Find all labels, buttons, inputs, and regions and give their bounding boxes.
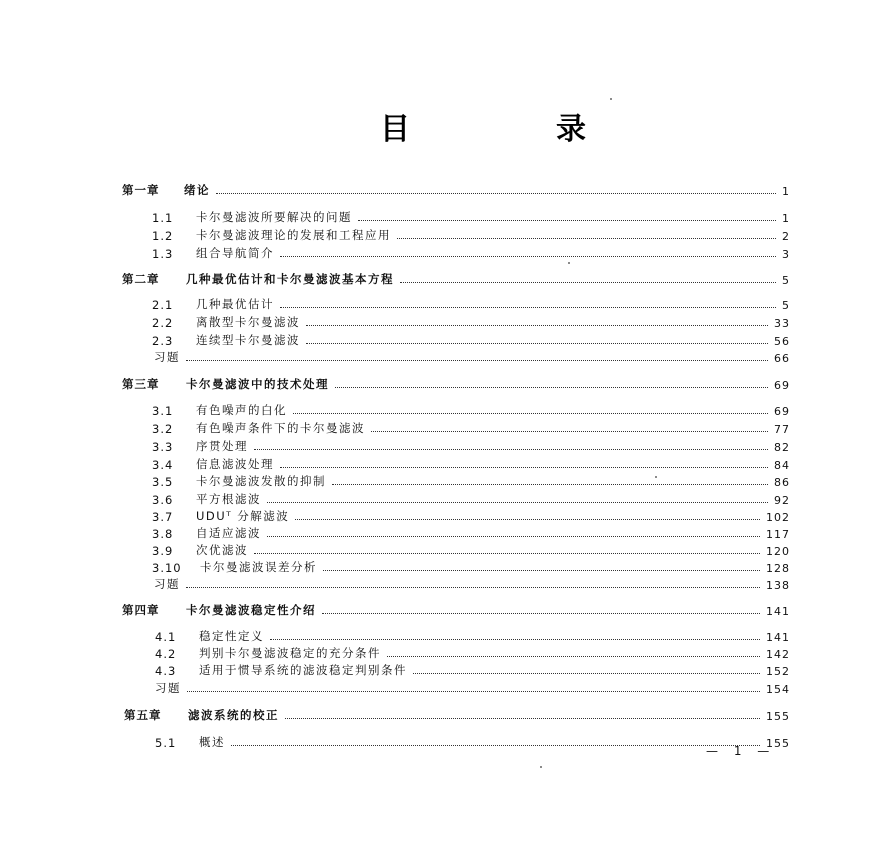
dot-leader xyxy=(322,613,760,614)
toc-page-number: 5 xyxy=(782,299,790,312)
dot-leader xyxy=(216,193,776,194)
toc-page-number: 128 xyxy=(766,562,790,575)
toc-entry-title: 几种最优估计 xyxy=(196,297,274,311)
toc-section-row xyxy=(155,643,790,661)
toc-entry-title: 有色噪声的白化 xyxy=(196,403,287,417)
toc-entry-number: 2.2 xyxy=(152,316,174,330)
toc-entry-number: 3.6 xyxy=(152,493,174,507)
toc-section-row xyxy=(155,660,790,678)
scan-speck xyxy=(540,766,542,768)
dot-leader xyxy=(280,256,776,257)
toc-section-row xyxy=(152,506,790,524)
toc-entry-title: 卡尔曼滤波误差分析 xyxy=(200,560,317,574)
toc-page-number: 142 xyxy=(766,648,790,661)
page-title: 目 录 xyxy=(380,112,644,147)
toc-entry-title: 卡尔曼滤波稳定性介绍 xyxy=(186,603,316,617)
toc-entry-number: 3.8 xyxy=(152,527,174,541)
toc-section-row xyxy=(152,418,790,436)
dot-leader xyxy=(186,360,768,361)
toc-entry-number: 3.2 xyxy=(152,422,174,436)
toc-page-number: 84 xyxy=(774,459,790,472)
toc-entry-title: 卡尔曼滤波所要解决的问题 xyxy=(196,210,352,224)
dot-leader xyxy=(413,673,760,674)
toc-section-row xyxy=(155,732,790,750)
toc-entry-number: 第二章 xyxy=(122,272,160,286)
dot-leader xyxy=(371,431,768,432)
toc-section-row xyxy=(154,574,790,592)
scan-speck xyxy=(655,476,657,478)
toc-entry-number: 第三章 xyxy=(122,377,160,391)
toc-entry-number: 第四章 xyxy=(122,603,160,617)
toc-page-number: 141 xyxy=(766,605,790,618)
toc-chapter-row xyxy=(122,600,790,618)
toc-page-number: 152 xyxy=(766,665,790,678)
toc-page-number: 5 xyxy=(782,274,790,287)
toc-section-row xyxy=(152,557,790,575)
toc-entry-number: 3.1 xyxy=(152,404,174,418)
scan-speck xyxy=(610,98,612,100)
dot-leader xyxy=(187,691,760,692)
toc-entry-number: 5.1 xyxy=(155,736,177,750)
toc-entry-title: 卡尔曼滤波发散的抑制 xyxy=(196,474,326,488)
dot-leader xyxy=(285,718,760,719)
toc-page-number: 82 xyxy=(774,441,790,454)
toc-section-row xyxy=(152,540,790,558)
toc-entry-number: 2.3 xyxy=(152,334,174,348)
toc-entry-title: 组合导航简介 xyxy=(196,246,274,260)
toc-entry-title: 习题 xyxy=(154,350,180,364)
toc-page-number: 155 xyxy=(766,737,790,750)
dot-leader xyxy=(306,325,768,326)
toc-section-row xyxy=(155,626,790,644)
dot-leader xyxy=(295,519,760,520)
toc-section-row xyxy=(152,225,790,243)
toc-section-row xyxy=(155,678,790,696)
dot-leader xyxy=(293,413,768,414)
toc-page-number: 154 xyxy=(766,683,790,696)
toc-entry-number: 第一章 xyxy=(122,183,160,197)
toc-entry-title: 判别卡尔曼滤波稳定的充分条件 xyxy=(199,646,381,660)
toc-chapter-row xyxy=(122,180,790,198)
toc-page-number: 117 xyxy=(766,528,790,541)
toc-section-row xyxy=(152,489,790,507)
toc-chapter-row xyxy=(122,374,790,392)
toc-chapter-row xyxy=(124,705,790,723)
toc-entry-number: 4.2 xyxy=(155,647,177,661)
dot-leader xyxy=(323,570,760,571)
toc-section-row xyxy=(152,330,790,348)
toc-page-number: 2 xyxy=(782,230,790,243)
toc-entry-title: 习题 xyxy=(154,577,180,591)
toc-section-row xyxy=(152,243,790,261)
dot-leader xyxy=(387,656,760,657)
toc-entry-title: 连续型卡尔曼滤波 xyxy=(196,333,300,347)
dot-leader xyxy=(267,536,760,537)
toc-chapter-row xyxy=(122,269,790,287)
toc-entry-title: 稳定性定义 xyxy=(199,629,264,643)
dot-leader xyxy=(397,238,776,239)
toc-page-number: 141 xyxy=(766,631,790,644)
toc-page-number: 77 xyxy=(774,423,790,436)
toc-page-number: 92 xyxy=(774,494,790,507)
toc-entry-number: 3.5 xyxy=(152,475,174,489)
page-footer-number: — 1 — xyxy=(706,744,776,758)
toc-entry-title: 习题 xyxy=(155,681,181,695)
toc-section-row xyxy=(152,523,790,541)
toc-entry-title: 序贯处理 xyxy=(196,439,248,453)
dot-leader xyxy=(270,639,760,640)
toc-entry-number: 3.7 xyxy=(152,510,174,524)
toc-page-number: 1 xyxy=(782,185,790,198)
dot-leader xyxy=(254,553,760,554)
toc-section-row xyxy=(152,471,790,489)
toc-entry-title: 几种最优估计和卡尔曼滤波基本方程 xyxy=(186,272,394,286)
toc-page-number: 69 xyxy=(774,405,790,418)
toc-page-number: 120 xyxy=(766,545,790,558)
toc-entry-title: 卡尔曼滤波中的技术处理 xyxy=(186,377,329,391)
toc-entry-number: 4.3 xyxy=(155,664,177,678)
toc-section-row xyxy=(152,312,790,330)
toc-entry-number: 1.1 xyxy=(152,211,174,225)
scan-speck xyxy=(568,262,570,264)
toc-section-row xyxy=(152,454,790,472)
toc-entry-title: 有色噪声条件下的卡尔曼滤波 xyxy=(196,421,365,435)
toc-page-number: 155 xyxy=(766,710,790,723)
toc-entry-title: 滤波系统的校正 xyxy=(188,708,279,722)
toc-section-row xyxy=(152,207,790,225)
toc-entry-title: 次优滤波 xyxy=(196,543,248,557)
toc-page-number: 102 xyxy=(766,511,790,524)
dot-leader xyxy=(280,307,776,308)
toc-section-row xyxy=(154,347,790,365)
toc-entry-title: 适用于惯导系统的滤波稳定判别条件 xyxy=(199,663,407,677)
toc-page-number: 86 xyxy=(774,476,790,489)
toc-entry-title: 信息滤波处理 xyxy=(196,457,274,471)
dot-leader xyxy=(306,343,768,344)
dot-leader xyxy=(254,449,768,450)
toc-entry-title: 平方根滤波 xyxy=(196,492,261,506)
toc-entry-title: 卡尔曼滤波理论的发展和工程应用 xyxy=(196,228,391,242)
toc-page-number: 69 xyxy=(774,379,790,392)
toc-entry-number: 第五章 xyxy=(124,708,162,722)
toc-page-number: 3 xyxy=(782,248,790,261)
dot-leader xyxy=(400,282,776,283)
dot-leader xyxy=(267,502,768,503)
toc-entry-number: 1.2 xyxy=(152,229,174,243)
toc-entry-number: 3.4 xyxy=(152,458,174,472)
dot-leader xyxy=(332,484,768,485)
toc-entry-number: 1.3 xyxy=(152,247,174,261)
dot-leader xyxy=(335,387,768,388)
toc-entry-title: 离散型卡尔曼滤波 xyxy=(196,315,300,329)
toc-entry-number: 4.1 xyxy=(155,630,177,644)
dot-leader xyxy=(280,467,768,468)
toc-entry-title: 自适应滤波 xyxy=(196,526,261,540)
toc-entry-number: 2.1 xyxy=(152,298,174,312)
dot-leader xyxy=(358,220,776,221)
dot-leader xyxy=(231,745,760,746)
dot-leader xyxy=(186,587,760,588)
toc-section-row xyxy=(152,436,790,454)
toc-page-number: 138 xyxy=(766,579,790,592)
toc-section-row xyxy=(152,294,790,312)
toc-entry-title: 概述 xyxy=(199,735,225,749)
toc-entry-number: 3.9 xyxy=(152,544,174,558)
toc-section-row xyxy=(152,400,790,418)
toc-page-number: 33 xyxy=(774,317,790,330)
toc-page-number: 66 xyxy=(774,352,790,365)
toc-entry-title: UDUᵀ 分解滤波 xyxy=(196,509,290,523)
toc-page-number: 1 xyxy=(782,212,790,225)
toc-entry-number: 3.3 xyxy=(152,440,174,454)
toc-entry-number: 3.10 xyxy=(152,561,182,575)
toc-page-number: 56 xyxy=(774,335,790,348)
toc-entry-title: 绪论 xyxy=(184,183,210,197)
